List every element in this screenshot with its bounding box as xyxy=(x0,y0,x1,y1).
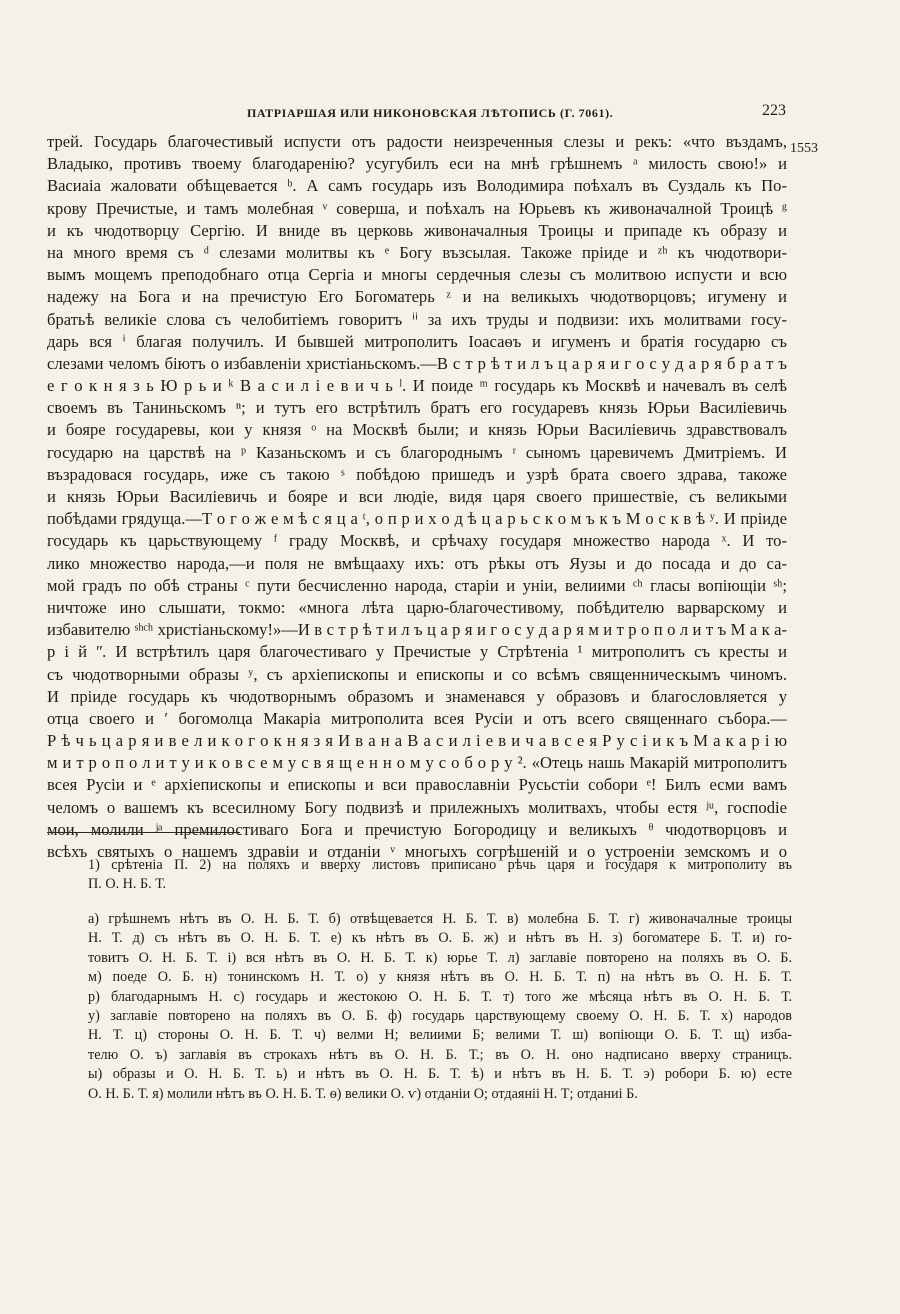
text-line: ничтоже ино слышати, токмо: «многа лѣта царю-благочестивому, побѣдителю варварскому и xyxy=(47,597,787,617)
text-line: р і й ʺ. И встрѣтилъ царя благочестиваго у Пречистые у Стрѣтеніа ¹ митрополитъ съ кресты и xyxy=(47,642,787,662)
margin-year-note: 1553 xyxy=(790,141,818,156)
text-line: възрадовася государь, иже съ такою ˢ побѣдою пришедъ и узрѣ брата своего здрава, такоже xyxy=(47,464,787,484)
footnote-line: а) грѣшнемъ нѣтъ въ О. Н. Б. Т. б) отвѣщевается Н. Б. Т. в) молебна Б. Т. г) живоначалные троицы xyxy=(88,911,792,927)
text-line: съ чюдотворными образы ʸ, съ архіепископы и епископы и со всѣмъ священническымъ чиномъ. xyxy=(47,664,787,684)
footnote-line: м) поеде О. Б. н) тонинскомъ Н. Т. о) у князя нѣтъ въ О. Н. Б. Т. п) на нѣтъ въ О. Н. Б. Т. xyxy=(88,969,792,986)
text-line: челомъ о вашемъ къ всесилному Богу подвизѣ и прилежныхъ молитвахъ, чтобы естя ʲᵘ, госпоdie xyxy=(47,797,787,817)
text-line: е г о к н я з ь Ю р ь и ᵏ В а с и л і е в и ч ь ˡ. И поиде ᵐ государь къ Москвѣ и начевалъ въ селѣ xyxy=(47,376,787,396)
text-line: м и т р о п о л и т у и к о в с е м у с в я щ е н н о м у с о б о р у ². «Отець нашь Макарій митрополитъ xyxy=(47,753,787,773)
running-head xyxy=(0,102,900,128)
footnote-line: телю О. ъ) заглавія въ строкахъ нѣтъ въ О. Н. Б. Т.; въ О. Н. оно надписано вверху страницъ. xyxy=(88,1046,792,1063)
text-line: трей. Государь благочестивый испусти отъ радости неизреченныя слезы и рекъ: «что въздамъ, xyxy=(47,132,787,151)
footnote-line: р) благодарнымъ Н. с) государь и жестокою О. Н. Б. Т. т) того же мѣсяца нѣтъ въ О. Н. Б. Т. xyxy=(88,988,792,1005)
text-line: и князь Юрьи Василіевичь и бояре и вси людіе, видя царя своего пришествіе, съ великыми xyxy=(47,487,787,506)
text-line: дарь вся ⁱ благая получилъ. И бывшей митрополитъ Іоасаѳъ и игуменъ и братія государю съ xyxy=(47,331,787,351)
text-line: братьѣ великіе слова съ челобитіемъ говоритъ ⁱⁱ за ихъ труды и подвизи: ихъ молитвами госу- xyxy=(47,309,787,329)
text-line: своемъ въ Таниньскомъ ⁿ; и тутъ его встрѣтилъ братъ его государевъ князь Юрьи Василіевичь xyxy=(47,398,787,418)
text-line: вымъ мощемъ преподобнаго отца Сергіа и многы сердечныя слезы съ молитвою испусти и всю xyxy=(47,265,787,285)
text-line: и къ чюдотворцу Сергію. И вниде въ церковь живоначалныя Троицы и припаде къ образу и xyxy=(47,220,787,240)
text-line: избавителю ˢʰᶜʰ христіаньскому!»—И в с т р ѣ т и л ъ ц а р я и г о с у д а р я м и т р о п о л и т ъ М а к а- xyxy=(47,620,787,640)
text-line: мои, молили ʲᵃ премилостиваго Бога и пречистую Богородицу и великыхъ ᶿ чюдотворцовъ и xyxy=(47,819,787,839)
running-title: ПАТРІАРШАЯ ИЛИ НИКОНОВСКАЯ ЛѢТОПИСЬ (Г. 7061). xyxy=(247,106,614,120)
text-line: И пріиде государь къ чюдотворнымъ образомъ и знаменався у образовъ и благословляется у xyxy=(47,686,787,706)
text-line: на много время съ ᵈ слезами молитвы къ ᵉ Богу възсылая. Такоже пріиде и ᶻʰ къ чюдотвори- xyxy=(47,242,787,262)
text-line: слезами челомъ біютъ о избавленіи христіаньскомъ.—В с т р ѣ т и л ъ ц а р я и г о с у д а р я б р а т ъ xyxy=(47,353,787,373)
text-line: Владыко, противъ твоему благодаренію? усугубилъ еси на мнѣ грѣшнемъ ᵃ милость свою!» и xyxy=(47,154,787,174)
numbered-footnotes xyxy=(88,856,792,895)
footnote-line: 1) срѣтеніа П. 2) на поляхъ и вверху листовъ приписано рѣчь царя и государя к митрополиту въ xyxy=(88,857,792,873)
footnote-line: О. Н. Б. Т. я) молили нѣтъ въ О. Н. Б. Т. ѳ) велики О. ѵ) отданіи О; отдаяніі Н. Т; отданиі Б. xyxy=(88,1085,638,1102)
text-line: побѣдами грядуща.—Т о г о ж е м ѣ с я ц а ᵗ, о п р и х о д ѣ ц а р ь с к о м ъ к ъ М о с к в ѣ ʸ. И пріиде xyxy=(47,509,787,529)
text-line: государь къ царьствующему ᶠ граду Москвѣ, и срѣчаху государя множество народа ˣ. И то- xyxy=(47,531,787,551)
footnote-line: товитъ О. Н. Б. Т. і) вся нѣтъ въ О. Н. Б. Т. к) юрье Т. л) заглавіе повторено на поляхъ въ О. Б. xyxy=(88,949,792,966)
lettered-footnotes xyxy=(88,910,792,1104)
text-line: крову Пречистые, и тамъ молебная ᵛ соверша, и поѣхалъ на Юрьевъ къ живоначалной Троицѣ ᵍ xyxy=(47,198,787,218)
footnote-line: Н. Т. ц) стороны О. Н. Б. Т. ч) велми Н; велиими Б; велими Т. ш) вопіющи О. Б. Т. щ) изба- xyxy=(88,1027,792,1044)
text-line: всея Русіи и ᵉ архіепископы и епископы и вси православніи Русьстіи собори ᵉ! Билъ есми вамъ xyxy=(47,775,787,795)
footnote-divider xyxy=(47,832,240,833)
text-line: отца своего и ʹ богомолца Макаріа митрополита всея Русіи и отъ всего священнаго събора.— xyxy=(47,708,787,728)
footnote-line: у) заглавіе повторено на поляхъ въ О. Б. ф) государь царствующему своему О. Н. Б. Т. х) народов xyxy=(88,1007,792,1024)
text-line: Р ѣ ч ь ц а р я и в е л и к о г о к н я з я И в а н а В а с и л і е в и ч а в с е я Р у с і и к ъ М а к а р і ю xyxy=(47,731,787,751)
footnote-line: ы) образы и О. Н. Б. Т. ь) и нѣтъ въ О. Н. Б. Т. ѣ) и нѣтъ въ Н. Б. Т. э) робори Б. ю) есте xyxy=(88,1066,792,1083)
footnote-line: Н. Т. д) съ нѣтъ въ О. Н. Б. Т. е) къ нѣтъ въ О. Б. ж) и нѣтъ въ Н. з) богоматере Б. Т. и) го- xyxy=(88,930,792,947)
text-line: государю на царствѣ на ᵖ Казаньскомъ и съ благороднымъ ʳ сыномъ царевичемъ Дмитріемъ. И xyxy=(47,442,787,462)
text-line: и бояре государевы, кои у князя ᵒ на Москвѣ были; и князь Юрьи Василіевичь здравствовалъ xyxy=(47,420,787,440)
text-line: надежу на Бога и на пречистую Его Богоматерь ᶻ и на великыхъ чюдотворцовъ; игумену и xyxy=(47,287,787,307)
text-line: мой градъ по обѣ страны ᶜ пути бесчисленно народа, старіи и уніи, велиими ᶜʰ гласы вопіющіи ˢʰ; xyxy=(47,575,787,595)
footnote-line: П. О. Н. Б. Т. xyxy=(88,876,167,893)
text-line: всѣхъ святыхъ о нашемъ здравіи и отданіи ᵛ многыхъ согрѣшеній и о устроеніи земскомъ и о xyxy=(47,842,787,861)
text-line: Васиаіа жаловати обѣщевается ᵇ. А самъ государь изъ Володимира поѣхалъ въ Суздаль къ По- xyxy=(47,176,787,196)
main-text xyxy=(47,131,787,863)
page-number: 223 xyxy=(762,102,786,119)
text-line: лико множество народа,—и поля не вмѣщааху ихъ: отъ рѣкы отъ Яузы и до посада и до са- xyxy=(47,553,787,573)
